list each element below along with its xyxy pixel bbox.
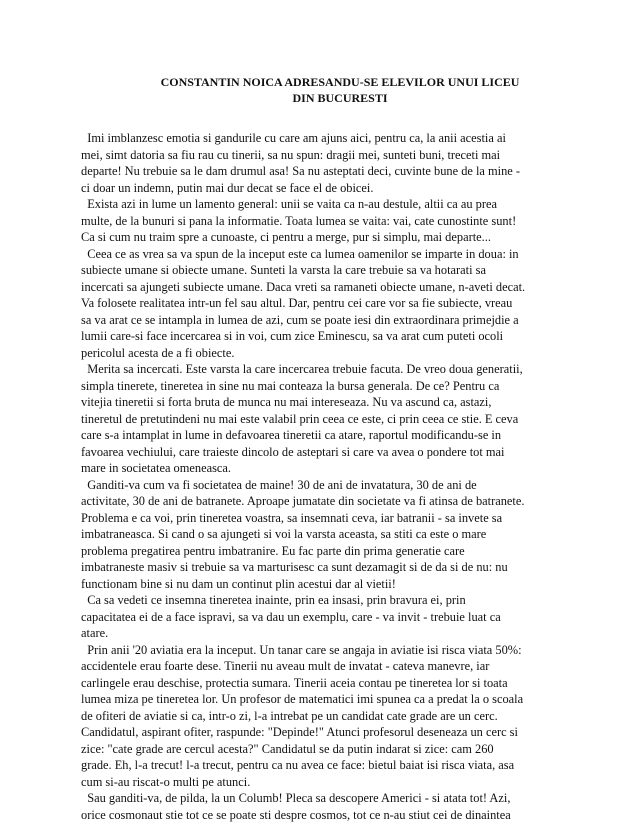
text-line: simpla tinerete, tineretea in sine nu mai conteaza la bursa generala. De ce? Pentru ca [81, 378, 500, 393]
title-line: DIN BUCURESTI [292, 91, 388, 105]
text-line: Ca sa vedeti ce insemna tineretea inainte, prin ea insasi, prin bravura ei, prin [81, 593, 466, 607]
text-line: Exista azi in lume un lamento general: unii se vaita ca n-au destule, altii ca au prea [81, 197, 497, 211]
text-line: subiecte umane si obiecte umane. Sunteti la varsta la care trebuie sa va hotarati sa [81, 263, 486, 277]
text-line: de ofiteri de aviatie si ca, intr-o zi, l-a intrebat pe un candidat cate grade are un cerc. [81, 708, 498, 723]
text-line: ci doar un indemn, putin mai dur decat se face el de obicei. [81, 180, 374, 195]
text-line: orice cosmonaut stie tot ce se poate sti despre cosmos, tot ce n-au stiut cei de dinaintea [81, 807, 511, 822]
text-line: Imi imblanzesc emotia si gandurile cu care am ajuns aici, pentru ca, la anii acestia ai [81, 131, 506, 145]
text-line: Ganditi-va cum va fi societatea de maine! 30 de ani de invatatura, 30 de ani de [81, 477, 477, 492]
text-line: atare. [81, 626, 109, 640]
text-line: Merita sa incercati. Este varsta la care incercarea trebuie facuta. De vreo doua generatii, [81, 362, 523, 376]
text-line: Prin anii '20 aviatia era la inceput. Un tanar care se angaja in aviatie isi risca viata 50%: [81, 642, 522, 657]
text-line: favoarea vechiului, care traieste dincolo de asteptari si care va avea o pondere tot mai [81, 444, 505, 459]
text-line: imbatraneasca. Si cand o sa ajungeti si voi la varsta aceasta, sa stiti ca este o mare [81, 527, 487, 541]
text-line: problema pregatirea pentru imbatranire. Eu fac parte din prima generatie care [81, 543, 465, 558]
text-line: multe, de la bunuri si pana la informatie. Toata lumea se vaita: vai, cate cunostinte sunt! [81, 213, 517, 228]
text-line: sa va arat ce se intampla in lumea de azi, cum se poate iesi din extraordinara primejdie a [81, 312, 519, 327]
text-line: departe! Nu trebuie sa le dam drumul asa! Sa nu asteptati deci, cuvinte bune de la mine - [81, 164, 521, 178]
title-line: CONSTANTIN NOICA ADRESANDU-SE ELEVILOR UNUI LICEU [160, 75, 520, 89]
text-line: accidentele erau foarte dese. Tinerii nu aveau mult de invatat - cateva manevre, iar [81, 659, 490, 673]
text-line: grade. Eh, l-a trecut! l-a trecut, pentru ca nu avea ce face: bietul baiat isi risca viata, asa [81, 758, 515, 772]
text-line: capacitatea ei de a face ispravi, sa va dau un exemplu, care - va invit - trebuie luat ca [81, 609, 501, 624]
document-title [90, 74, 590, 106]
text-line: care s-a intamplat in lume in defavoarea tineretii ca atare, raportul modificandu-se in [81, 428, 502, 442]
text-line: carlingele erau deschise, protectia sumara. Tinerii aceia contau pe tineretea lor si toata [81, 675, 508, 690]
text-line: incercati sa ajungeti subiecte umane. Daca vreti sa ramaneti obiecte umane, n-aveti decat. [81, 279, 526, 294]
text-line: pericolul acesta de a fi obiecte. [81, 345, 235, 360]
text-line: tineretul de pretutindeni nu mai este valabil prin ceea ce este, ci prin ceea ce stie. E ceva [81, 411, 519, 426]
text-line: Sau ganditi-va, de pilda, la un Columb! Pleca sa descopere Americi - si atata tot! Azi, [81, 791, 511, 805]
document-body [81, 130, 561, 823]
text-line: Ca si cum nu traim spre a cunoaste, ci pentru a merge, pur si simplu, mai departe... [81, 230, 491, 244]
text-line: activitate, 30 de ani de batranete. Aproape jumatate din societate va fi atinsa de batranete. [81, 494, 525, 508]
text-line: cum si-au riscat-o multi pe atunci. [81, 774, 251, 789]
text-line: Va folosete realitatea intr-un fel sau altul. Dar, pentru cei care vor sa fie subiecte, vreau [81, 296, 513, 310]
text-line: Problema e ca voi, prin tineretea voastra, sa insemnati ceva, iar batranii - sa invete sa [81, 510, 503, 525]
text-line: lumii care-si face incercarea si in voi, cum zice Eminescu, sa va arat cum puteti ocoli [81, 329, 504, 343]
text-line: lumea miza pe tineretea lor. Un profesor de matematici imi spunea ca a predat la o scoala [81, 692, 524, 706]
text-line: vitejia tineretii si forta bruta de munca nu mai intereseaza. Nu va ascund ca, astazi, [81, 395, 492, 409]
text-line: functionam bine si nu dam un continut plin acestui dar al vietii! [81, 576, 396, 591]
text-line: Ceea ce as vrea sa va spun de la inceput este ca lumea oamenilor se imparte in doua: in [81, 246, 519, 261]
text-line: Candidatul, aspirant ofiter, raspunde: "Depinde!" Atunci profesorul deseneaza un cerc si [81, 725, 518, 739]
text-line: mei, simt datoria sa fiu rau cu tinerii, sa nu spun: dragii mei, sunteti buni, treceti mai [81, 147, 501, 162]
text-line: zice: "cate grade are cercul acesta?" Candidatul se da putin indarat si zice: cam 260 [81, 741, 494, 756]
text-line: mare in societatea omeneasca. [81, 461, 231, 475]
text-line: imbatraneste masiv si trebuie sa va marturisesc ca sunt dezamagit si de da si de nu: nu [81, 560, 508, 574]
